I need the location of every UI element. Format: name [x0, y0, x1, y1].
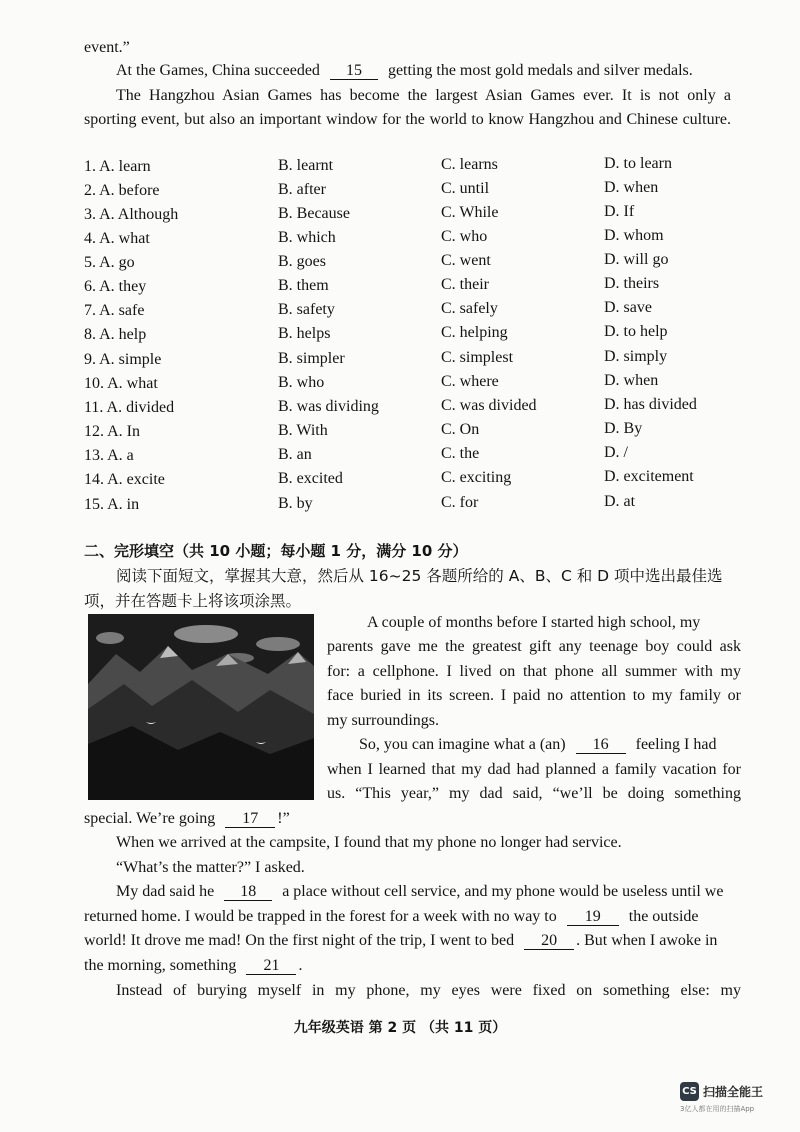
watermark-tagline: 3亿人都在用的扫描App: [680, 1105, 755, 1113]
option-a: 9. A. simple: [84, 351, 162, 368]
option-d: D. to help: [604, 323, 668, 340]
option-c: C. learns: [441, 156, 498, 173]
option-c: C. the: [441, 445, 480, 462]
answer-blank-21: 21: [246, 957, 296, 975]
passage-text-line: “What’s the matter?” I asked.: [116, 859, 305, 876]
option-a: 13. A. a: [84, 447, 134, 464]
option-b: B. With: [278, 422, 328, 439]
option-a: 1. A. learn: [84, 158, 151, 175]
option-c: C. exciting: [441, 469, 512, 486]
watermark-name: 扫描全能王: [703, 1085, 764, 1099]
option-a: 8. A. help: [84, 326, 147, 343]
option-a: 15. A. in: [84, 496, 140, 513]
option-b: B. after: [278, 181, 326, 198]
option-b: B. by: [278, 495, 313, 512]
section-instructions: 阅读下面短文，掌握其大意，然后从 16~25 各题所给的 A、B、C 和 D 项中选出最佳选: [116, 567, 723, 585]
passage-text-line: when I learned that my dad had planned a family vacation for: [327, 761, 741, 778]
answer-blank-15: 15: [330, 62, 378, 80]
option-d: D. will go: [604, 251, 669, 268]
option-a: 10. A. what: [84, 375, 158, 392]
option-c: C. helping: [441, 324, 508, 341]
option-b: B. goes: [278, 253, 326, 270]
option-c: C. for: [441, 494, 479, 511]
option-a: 12. A. In: [84, 423, 140, 440]
passage-text-line: for: a cellphone. I lived on that phone all summer with my: [327, 663, 741, 680]
camscanner-logo-icon: CS: [680, 1082, 699, 1101]
section-instructions: 项，并在答题卡上将该项涂黑。: [84, 592, 302, 610]
passage-text-line: special. We’re going 17 !”: [84, 810, 290, 827]
passage-text-line: face buried in its screen. I paid no attention to my family or: [327, 687, 741, 704]
scanner-watermark: [680, 1082, 780, 1114]
option-d: D. theirs: [604, 275, 660, 292]
option-c: C. who: [441, 228, 488, 245]
option-a: 6. A. they: [84, 278, 147, 295]
option-d: D. has divided: [604, 396, 697, 413]
option-b: B. an: [278, 446, 312, 463]
option-a: 14. A. excite: [84, 471, 165, 488]
option-d: D. simply: [604, 348, 668, 365]
option-b: B. was dividing: [278, 398, 379, 415]
passage-text-line: the morning, something 21 .: [84, 957, 303, 974]
answer-blank-20: 20: [524, 932, 574, 950]
passage-text-line: parents gave me the greatest gift any teenage boy could ask: [327, 638, 741, 655]
passage-text-line: returned home. I would be trapped in the forest for a week with no way to 19 the outside: [84, 908, 699, 925]
passage-text-line: world! It drove me mad! On the first night of the trip, I went to bed 20 . But when I awoke in: [84, 932, 718, 949]
option-d: D. at: [604, 493, 636, 510]
option-d: D. /: [604, 444, 628, 461]
option-d: D. whom: [604, 227, 664, 244]
option-d: D. If: [604, 203, 635, 220]
answer-blank-19: 19: [567, 908, 619, 926]
option-d: D. to learn: [604, 155, 672, 172]
answer-blank-18: 18: [224, 883, 272, 901]
option-c: C. simplest: [441, 349, 514, 366]
answer-blank-16: 16: [576, 736, 626, 754]
illustration-mountains: [88, 614, 314, 800]
passage-text-line: my surroundings.: [327, 712, 439, 729]
option-d: D. By: [604, 420, 643, 437]
mountain-night-image: [88, 614, 314, 800]
option-b: B. simpler: [278, 350, 345, 367]
option-d: D. excitement: [604, 468, 694, 485]
passage-text-line: So, you can imagine what a (an) 16 feeling I had: [359, 736, 717, 753]
option-c: C. where: [441, 373, 499, 390]
option-b: B. Because: [278, 205, 350, 222]
option-c: C. went: [441, 252, 491, 269]
option-c: C. On: [441, 421, 480, 438]
option-d: D. when: [604, 372, 659, 389]
passage-text-line: At the Games, China succeeded 15 getting the most gold medals and silver medals.: [116, 62, 693, 79]
option-a: 7. A. safe: [84, 302, 145, 319]
option-a: 4. A. what: [84, 230, 150, 247]
option-b: B. them: [278, 277, 329, 294]
option-b: B. learnt: [278, 157, 334, 174]
option-d: D. save: [604, 299, 652, 316]
passage-text-line: Instead of burying myself in my phone, my eyes were fixed on something else: my: [116, 982, 741, 999]
option-c: C. until: [441, 180, 490, 197]
option-a: 3. A. Although: [84, 206, 179, 223]
passage-text-line: My dad said he 18 a place without cell service, and my phone would be useless until we: [116, 883, 724, 900]
option-c: C. safely: [441, 300, 498, 317]
answer-blank-17: 17: [225, 810, 275, 828]
option-b: B. safety: [278, 301, 335, 318]
passage-text-line: A couple of months before I started high school, my: [367, 614, 701, 631]
option-c: C. While: [441, 204, 499, 221]
passage-text-line: The Hangzhou Asian Games has become the largest Asian Games ever. It is not only a: [116, 87, 731, 104]
option-c: C. their: [441, 276, 489, 293]
passage-text-line: us. “This year,” my dad said, “we’ll be doing something: [327, 785, 741, 802]
page-footer: 九年级英语 第 2 页 （共 11 页）: [293, 1020, 507, 1036]
passage-text-line: When we arrived at the campsite, I found that my phone no longer had service.: [116, 834, 622, 851]
option-a: 11. A. divided: [84, 399, 175, 416]
option-b: B. excited: [278, 470, 343, 487]
passage-text-line: event.”: [84, 39, 130, 56]
option-b: B. helps: [278, 325, 331, 342]
option-a: 2. A. before: [84, 182, 160, 199]
option-b: B. who: [278, 374, 325, 391]
option-b: B. which: [278, 229, 336, 246]
option-d: D. when: [604, 179, 659, 196]
passage-text-line: sporting event, but also an important window for the world to know Hangzhou and Chinese culture.: [84, 111, 731, 128]
section-heading: 二、完形填空（共 10 小题；每小题 1 分，满分 10 分）: [84, 542, 468, 560]
option-c: C. was divided: [441, 397, 537, 414]
option-a: 5. A. go: [84, 254, 135, 271]
